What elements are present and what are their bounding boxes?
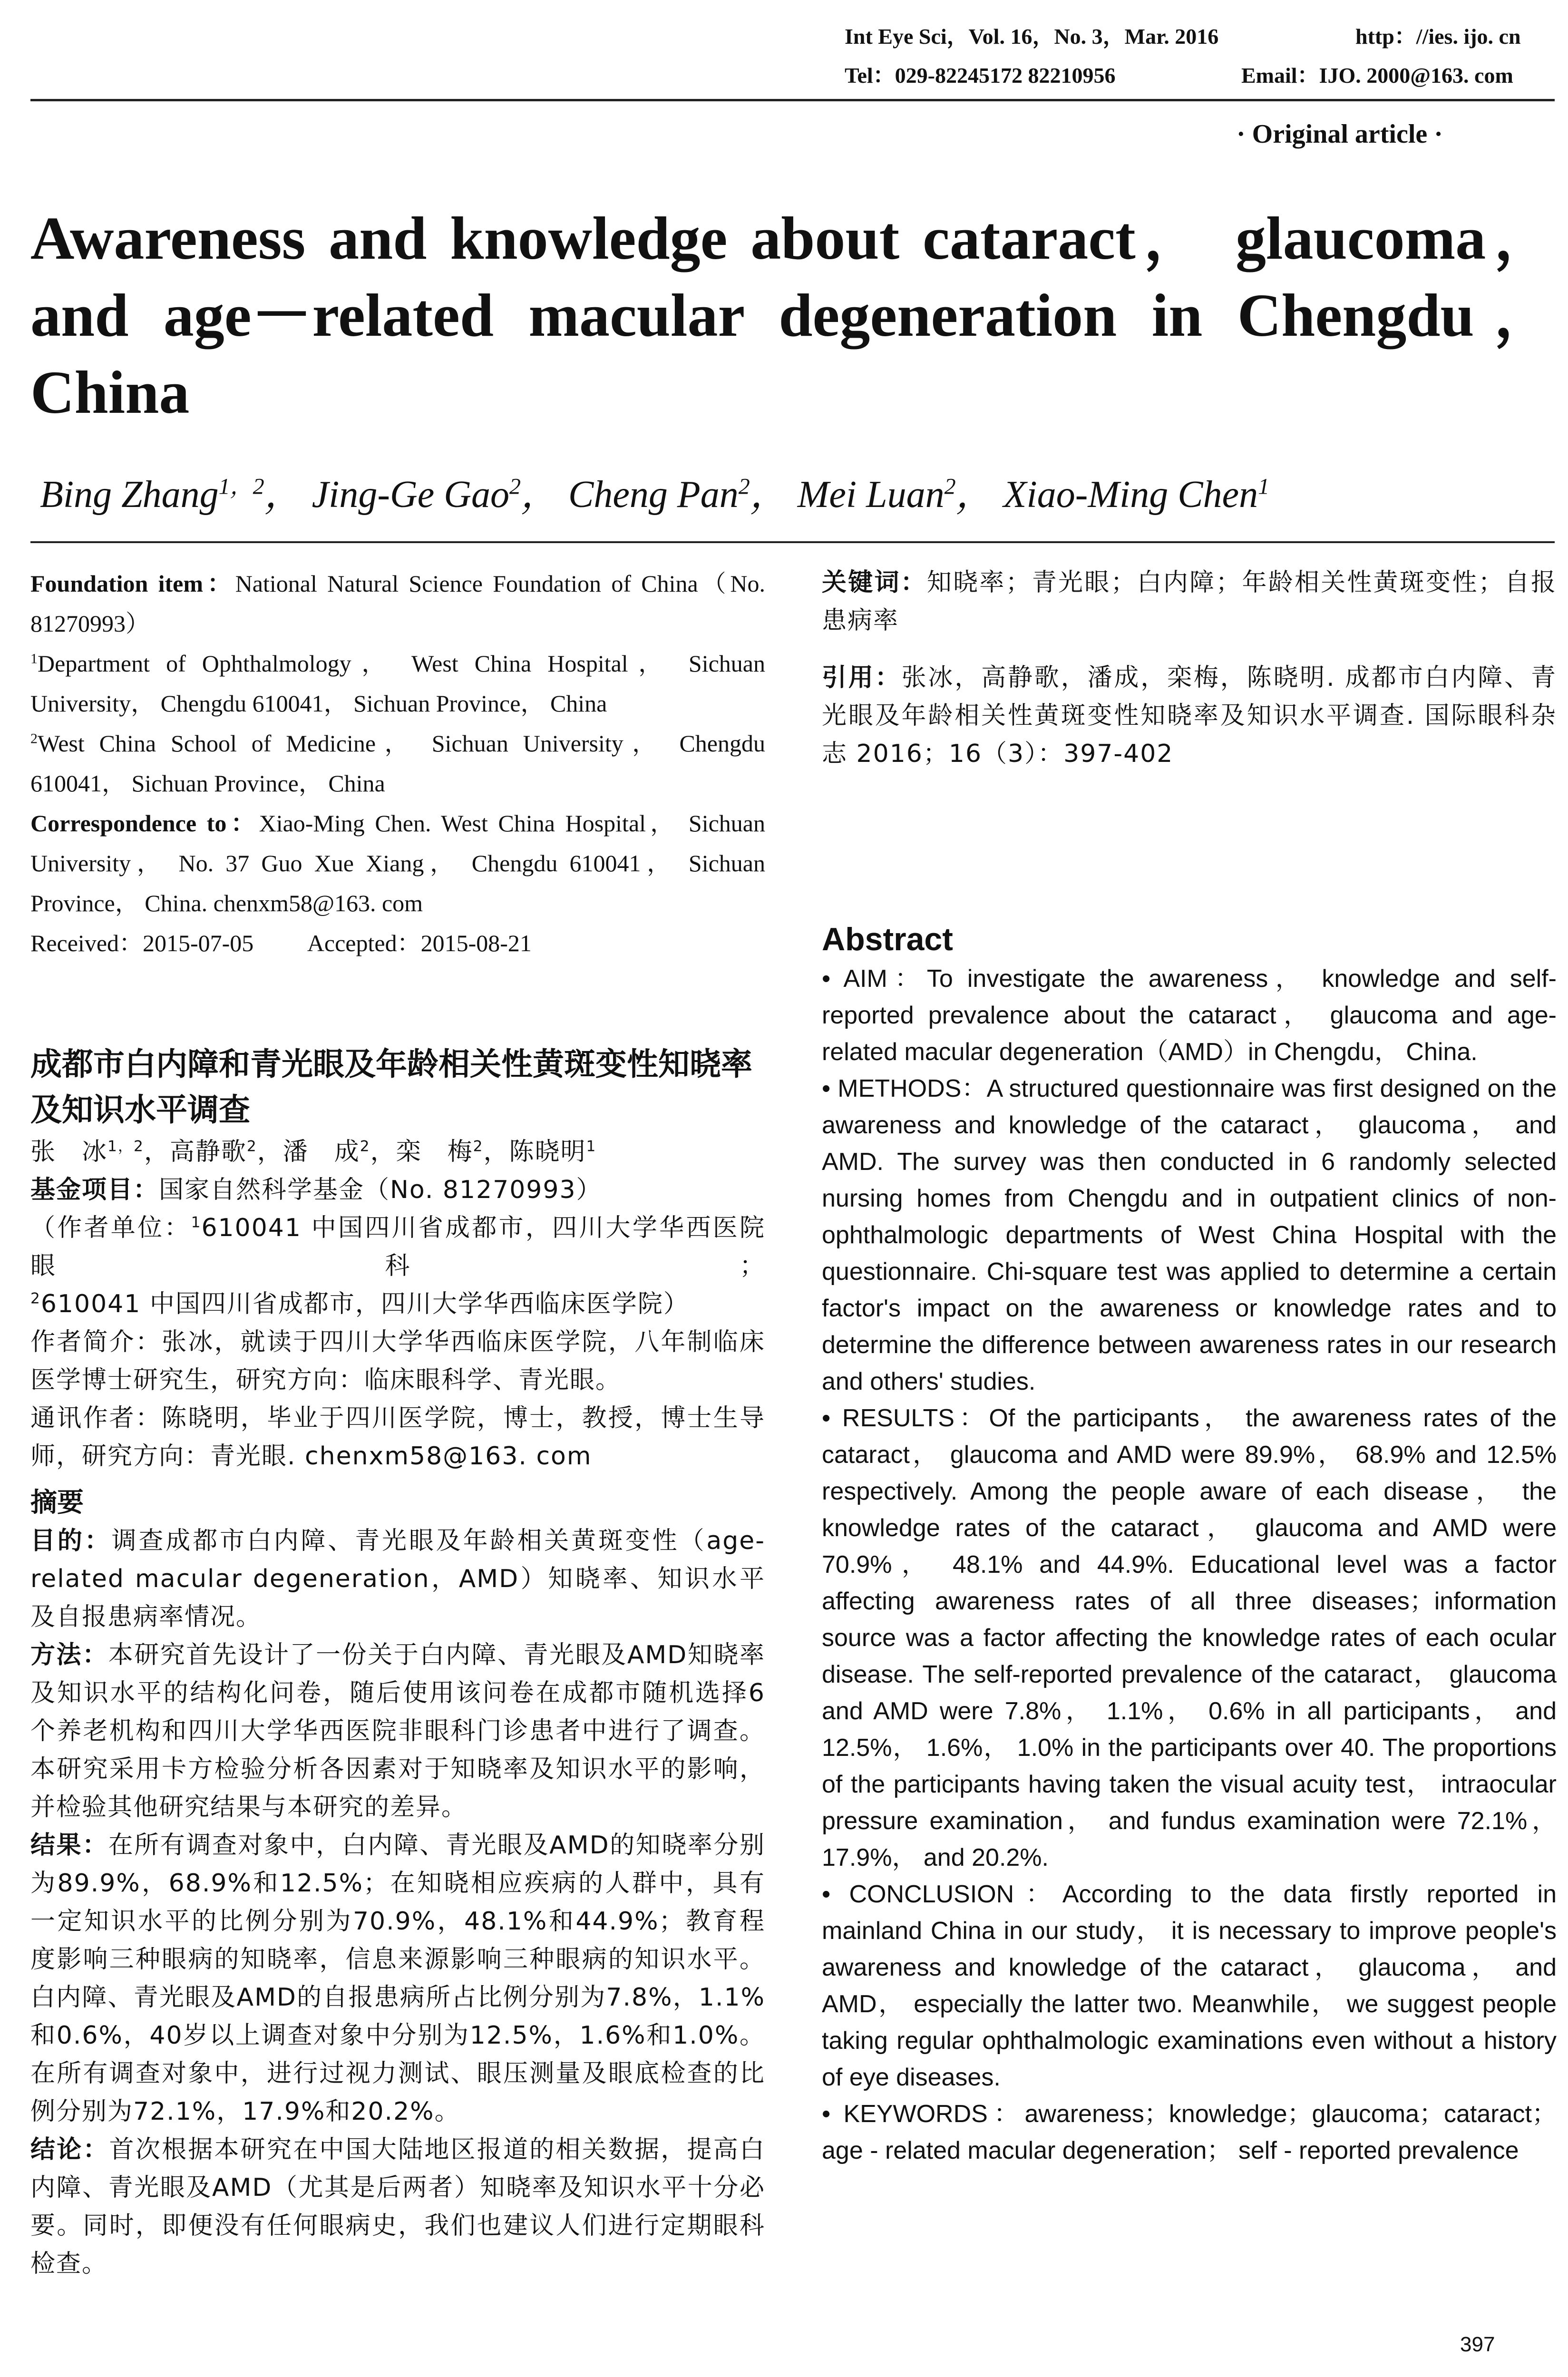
author-name: Bing Zhang (40, 474, 219, 516)
abstract-results: • RESULTS：Of the participants， the awareness rates of the cataract， glaucoma and AMD were 89.9%， 68.9% and 12.5% respectively. Among the people aware of each disease， the knowledge rates of the cataract， glaucoma and AMD were 70.9%， 48.1% and 44.9%. Educational level was a factor affecting awareness rates of all three diseases；information source was a factor affecting the knowledge rates of each ocular disease. The self-reported prevalence of the cataract， glaucoma and AMD were 7.8%， 1.1%， 0.6% in all participants， and 12.5%， 1.6%， 1.0% in the participants over 40. The proportions of the participants having taken the visual acuity test， intraocular pressure examination， and fundus examination were 72.1%， 17.9%， and 20.2%. (822, 1404, 1557, 1871)
zh-affiliations: （作者单位：$^1$610041 中国四川省成都市，四川大学华西医院眼科；$^2$610041 中国四川省成都市，四川大学华西临床医学院） (30, 1214, 765, 1318)
zh-conclusion-part1: 结论：首次根据本研究在中国大陆地区报道的相关数据，提高白内障、青光眼及AMD（尤其是后两者）知晓率及知识水平十分必要。同时，即便没有任何眼病史，我们也建议人们进行定期眼科检查。 (30, 2135, 765, 2278)
author-name: Cheng Pan (568, 474, 739, 516)
journal-tel: Tel：029-82245172 82210956 (845, 63, 1116, 88)
received-date: Received：2015-07-05 (30, 930, 254, 956)
author-affiliation: 2 (738, 474, 750, 499)
abstract-heading: Abstract (822, 921, 953, 957)
affiliation-1: $^1$Department of Ophthalmology， West China Hospital， Sichuan University， Chengdu 610041， Sichuan Province， China (30, 650, 765, 717)
zh-abstract (30, 1484, 765, 2283)
journal-url: http：//ies. ijo. cn (1355, 24, 1521, 49)
header-rule (30, 99, 1555, 101)
abstract-aim: • AIM：To investigate the awareness， knowledge and self-reported prevalence about the cataract， glaucoma and age-related macular degeneration（AMD）in Chengdu， China. (822, 965, 1557, 1066)
zh-correspondence: 通讯作者：陈晓明，毕业于四川医学院，博士，教授，博士生导师，研究方向：青光眼. chenxm58@163. com (30, 1404, 765, 1471)
zh-methods: 方法：本研究首先设计了一份关于白内障、青光眼及AMD知晓率及知识水平的结构化问卷，随后使用该问卷在成都市随机选择6个养老机构和四川大学华西医院非眼科门诊患者中进行了调查。本研究采用卡方检验分析各因素对于知晓率及知识水平的影响，并检验其他研究结果与本研究的差异。 (30, 1641, 765, 1822)
journal-email: Email：IJO. 2000@163. com (1241, 63, 1513, 88)
zh-citation: 引用：张冰，高静歌，潘成，栾梅，陈晓明. 成都市白内障、青光眼及年龄相关性黄斑变性知晓率及知识水平调查. 国际眼科杂志 2016；16（3）：397-402 (822, 663, 1557, 768)
zh-abstract-heading: 摘要 (30, 1487, 84, 1518)
dates (30, 923, 765, 963)
zh-front-matter (30, 1042, 765, 1475)
correspondence: Correspondence to：Xiao-Ming Chen. West China Hospital， Sichuan University， No. 37 Guo Xue Xiang， Chengdu 610041， Sichuan Province， China. chenxm58@163. com (30, 810, 766, 916)
abstract-methods: • METHODS：A structured questionnaire was first designed on the awareness and knowledge of the cataract， glaucoma， and AMD. The survey was then conducted in 6 randomly selected nursing homes from Chengdu and in outpatient clinics of non-ophthalmologic departments of West China Hospital with the questionnaire. Chi-square test was applied to determine a certain factor's impact on the awareness or knowledge rates and to determine the difference between awareness rates in our research and others' studies. (822, 1075, 1557, 1395)
zh-keywords: 关键词：知晓率；青光眼；白内障；年龄相关性黄斑变性；自报患病率 (822, 568, 1557, 635)
author-name: Jing-Ge Gao (312, 474, 510, 516)
english-abstract (822, 918, 1557, 2169)
author-name: Mei Luan (797, 474, 945, 516)
zh-bio: 作者简介：张冰，就读于四川大学华西临床医学院，八年制临床医学博士研究生，研究方向：临床眼科学、青光眼。 (30, 1328, 765, 1394)
zh-authors: 张 冰$^{1,2}$，高静歌$^2$，潘 成$^2$，栾 梅$^2$，陈晓明$^1$ (30, 1138, 597, 1166)
author-affiliation: 1 (1258, 474, 1270, 499)
paper-title: Awareness and knowledge about cataract， glaucoma， and age－related macular degeneration in Chengdu， China (30, 205, 1555, 426)
author-affiliation: 1，2 (218, 474, 264, 499)
front-matter (30, 564, 765, 963)
zh-fund: 基金项目：国家自然科学基金（No. 81270993） (30, 1176, 602, 1204)
author-list: Bing Zhang$^{1,2}$， Jing-Ge Gao$^2$， Cheng Pan$^2$， Mei Luan$^2$， Xiao-Ming Chen$^1$ (40, 474, 1270, 516)
authors-rule (30, 541, 1555, 543)
foundation-item: Foundation item：National Natural Science Foundation of China（No. 81270993） (30, 570, 766, 637)
zh-aim: 目的：调查成都市白内障、青光眼及年龄相关黄斑变性（age-related macular degeneration，AMD）知晓率、知识水平及自报患病率情况。 (30, 1527, 765, 1631)
abstract-keywords: • KEYWORDS：awareness；knowledge；glaucoma；cataract；age - related macular degeneration； self - reported prevalence (822, 2100, 1557, 2164)
article-type: · Original article · (1237, 119, 1443, 149)
zh-results: 结果：在所有调查对象中，白内障、青光眼及AMD的知晓率分别为89.9%，68.9%和12.5%；在知晓相应疾病的人群中，具有一定知识水平的比例分别为70.9%，48.1%和44.9%；教育程度影响三种眼病的知晓率，信息来源影响三种眼病的知识水平。白内障、青光眼及AMD的自报患病所占比例分别为7.8%，1.1%和0.6%，40岁以上调查对象中分别为12.5%，1.6%和1.0%。在所有调查对象中，进行过视力测试、眼压测量及眼底检查的比例分别为72.1%，17.9%和20.2%。 (30, 1831, 765, 2126)
abstract-conclusion: • CONCLUSION：According to the data firstly reported in mainland China in our study， it is necessary to improve people's awareness and knowledge of the cataract， glaucoma， and AMD， especially the latter two. Meanwhile， we suggest people taking regular ophthalmologic examinations even without a history of eye diseases. (822, 1880, 1557, 2091)
author-affiliation: 2 (944, 474, 956, 499)
zh-title: 成都市白内障和青光眼及年龄相关性黄斑变性知晓率及知识水平调查 (30, 1046, 752, 1128)
page-number: 397 (1460, 2333, 1495, 2356)
accepted-date: Accepted：2015-08-21 (307, 930, 532, 956)
affiliation-2: $^2$West China School of Medicine， Sichuan University， Chengdu 610041， Sichuan Province， China (30, 730, 765, 797)
author-name: Xiao-Ming Chen (1003, 474, 1258, 516)
author-affiliation: 2 (509, 474, 521, 499)
journal-citation: Int Eye Sci，Vol. 16，No. 3，Mar. 2016 (845, 24, 1219, 49)
zh-abstract-continued (822, 564, 1557, 773)
